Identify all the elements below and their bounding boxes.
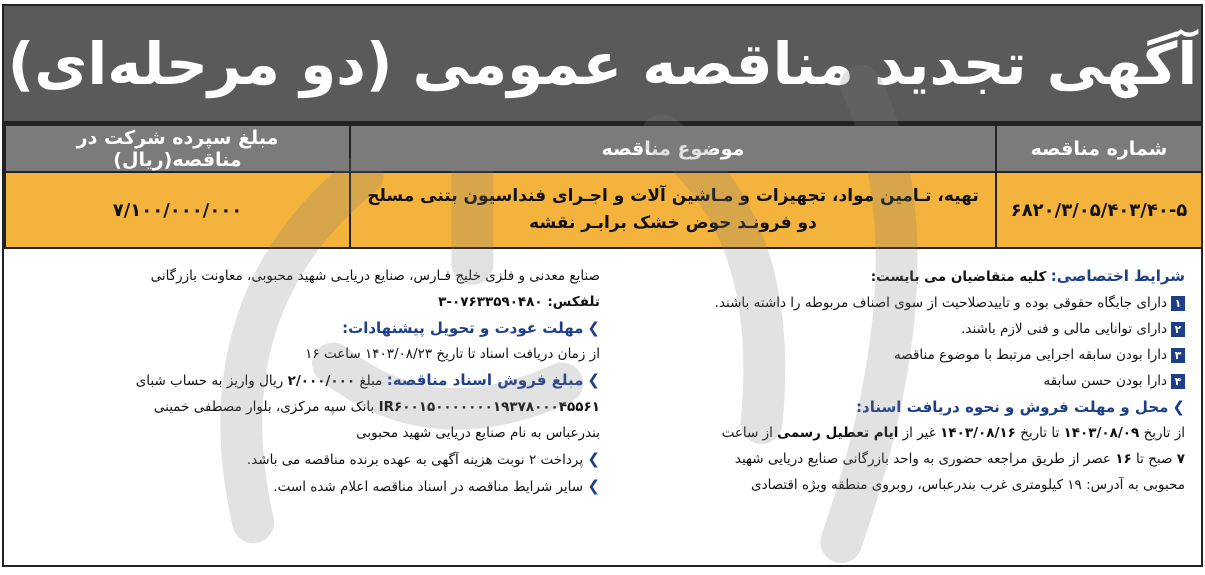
condition-item bbox=[630, 290, 1185, 316]
price-line-1: ❯مبلغ فروش اسناد مناقصه: مبلغ ۲/۰۰۰/۰۰۰ ریال واریز به حساب شبای bbox=[135, 371, 600, 389]
number-badge: ۲ bbox=[1171, 322, 1185, 337]
chevron-left-icon: ❯ bbox=[587, 450, 600, 468]
chevron-left-icon: ❯ bbox=[587, 319, 600, 337]
distribution-heading: ❯محل و مهلت فروش و نحوه دریافت اسناد: bbox=[856, 398, 1185, 416]
condition-item bbox=[630, 316, 1185, 342]
header-tender-subject: موضوع مناقصه bbox=[350, 125, 996, 172]
conditions-heading: شرایط اختصاصی: bbox=[1050, 267, 1185, 285]
number-badge: ۳ bbox=[1171, 348, 1185, 363]
price-heading: ❯مبلغ فروش اسناد مناقصه: bbox=[386, 371, 600, 389]
address-continuation: صنایع معدنی و فلزی خلیج فـارس، صنایع دریایـی شهید محبوبی، معاونت بازرگانی bbox=[150, 268, 600, 284]
tender-table bbox=[4, 124, 1203, 249]
distribution-line-3: محبوبی به آدرس: ۱۹ کیلومتری غرب بندرعباس، روبروی منطقه ویژه اقتصادی bbox=[751, 477, 1185, 493]
note-item bbox=[30, 473, 600, 500]
chevron-left-icon: ❯ bbox=[587, 371, 600, 389]
condition-item bbox=[630, 342, 1185, 368]
notice-body bbox=[4, 249, 1201, 500]
iban-number: IR۶۰۰۱۵۰۰۰۰۰۰۰۱۹۳۷۸۰۰۰۴۵۵۶۱ bbox=[378, 399, 600, 415]
deadline-heading: ❯مهلت عودت و تحویل پیشنهادات: bbox=[342, 319, 600, 337]
tender-notice bbox=[2, 4, 1203, 567]
left-column bbox=[30, 263, 600, 500]
telefax-label: تلفکس: bbox=[542, 294, 600, 310]
tender-subject-line-1: تهیه، تـامین مواد، تجهیزات و مـاشین آلات و اجـرای فنداسیون بتنی مسلح bbox=[367, 186, 979, 206]
condition-text: دارای جایگاه حقوقی بوده و تاییدصلاحیت از سوی اصناف مربوطه را داشته باشند. bbox=[714, 295, 1167, 311]
condition-text: دارا بودن سابقه اجرایی مرتبط با موضوع مناقصه bbox=[894, 347, 1167, 363]
deadline-text: از زمان دریافت اسناد تا تاریخ ۱۴۰۳/۰۸/۲۳ ساعت ۱۶ bbox=[305, 346, 600, 362]
tender-table-header bbox=[5, 125, 1202, 172]
condition-text: دارای توانایی مالی و فنی لازم باشند. bbox=[961, 321, 1167, 337]
note-text: پرداخت ۲ نوبت هزینه آگهی به عهده برنده مناقصه می باشد. bbox=[246, 452, 584, 468]
number-badge: ۱ bbox=[1171, 296, 1185, 311]
chevron-left-icon: ❯ bbox=[1172, 398, 1185, 416]
notice-title: آگهی تجدید مناقصه عمومی (دو مرحله‌ای) bbox=[4, 6, 1201, 124]
conditions-heading-line bbox=[630, 263, 1185, 290]
tender-subject-line-2: دو فرونـد حوض خشک برابـر نقشه bbox=[529, 213, 817, 233]
distribution-line-2: ۷ صبح تا ۱۶ عصر از طریق مراجعه حضوری به واحد بازرگانی صنایع دریایی شهید bbox=[734, 451, 1185, 467]
telefax-number: ۰۷۶۳۳۵۹۰۴۸۰-۳ bbox=[438, 294, 543, 310]
price-line-2: IR۶۰۰۱۵۰۰۰۰۰۰۰۱۹۳۷۸۰۰۰۴۵۵۶۱ بانک سپه مرکزی، بلوار مصطفی خمینی bbox=[153, 399, 600, 415]
price-line-3: بندرعباس به نام صنایع دریایی شهید محبوبی bbox=[356, 425, 600, 441]
telefax-line bbox=[30, 289, 600, 315]
condition-item bbox=[630, 368, 1185, 394]
tender-table-row bbox=[5, 172, 1202, 248]
note-item bbox=[30, 446, 600, 473]
conditions-intro: کلیه متقاضیان می بایست: bbox=[870, 269, 1047, 285]
note-text: سایر شرایط مناقصه در اسناد مناقصه اعلام شده است. bbox=[273, 479, 584, 495]
price-amount: ۲/۰۰۰/۰۰۰ bbox=[287, 373, 356, 389]
header-tender-number: شماره مناقصه bbox=[996, 125, 1202, 172]
chevron-left-icon: ❯ bbox=[587, 477, 600, 495]
condition-text: دارا بودن حسن سابقه bbox=[1043, 373, 1167, 389]
tender-subject bbox=[350, 172, 996, 248]
tender-number: ۶۸۲۰/۳/۰۵/۴۰۳/۴۰-۵ bbox=[996, 172, 1202, 248]
right-column bbox=[630, 263, 1185, 500]
deposit-amount: ۷/۱۰۰/۰۰۰/۰۰۰ bbox=[5, 172, 350, 248]
distribution-line-1: از تاریخ ۱۴۰۳/۰۸/۰۹ تا تاریخ ۱۴۰۳/۰۸/۱۶ غیر از ایام تعطیل رسمی از ساعت bbox=[721, 425, 1185, 441]
number-badge: ۴ bbox=[1171, 374, 1185, 389]
header-deposit-amount: مبلغ سپرده شرکت در مناقصه(ریال) bbox=[5, 125, 350, 172]
